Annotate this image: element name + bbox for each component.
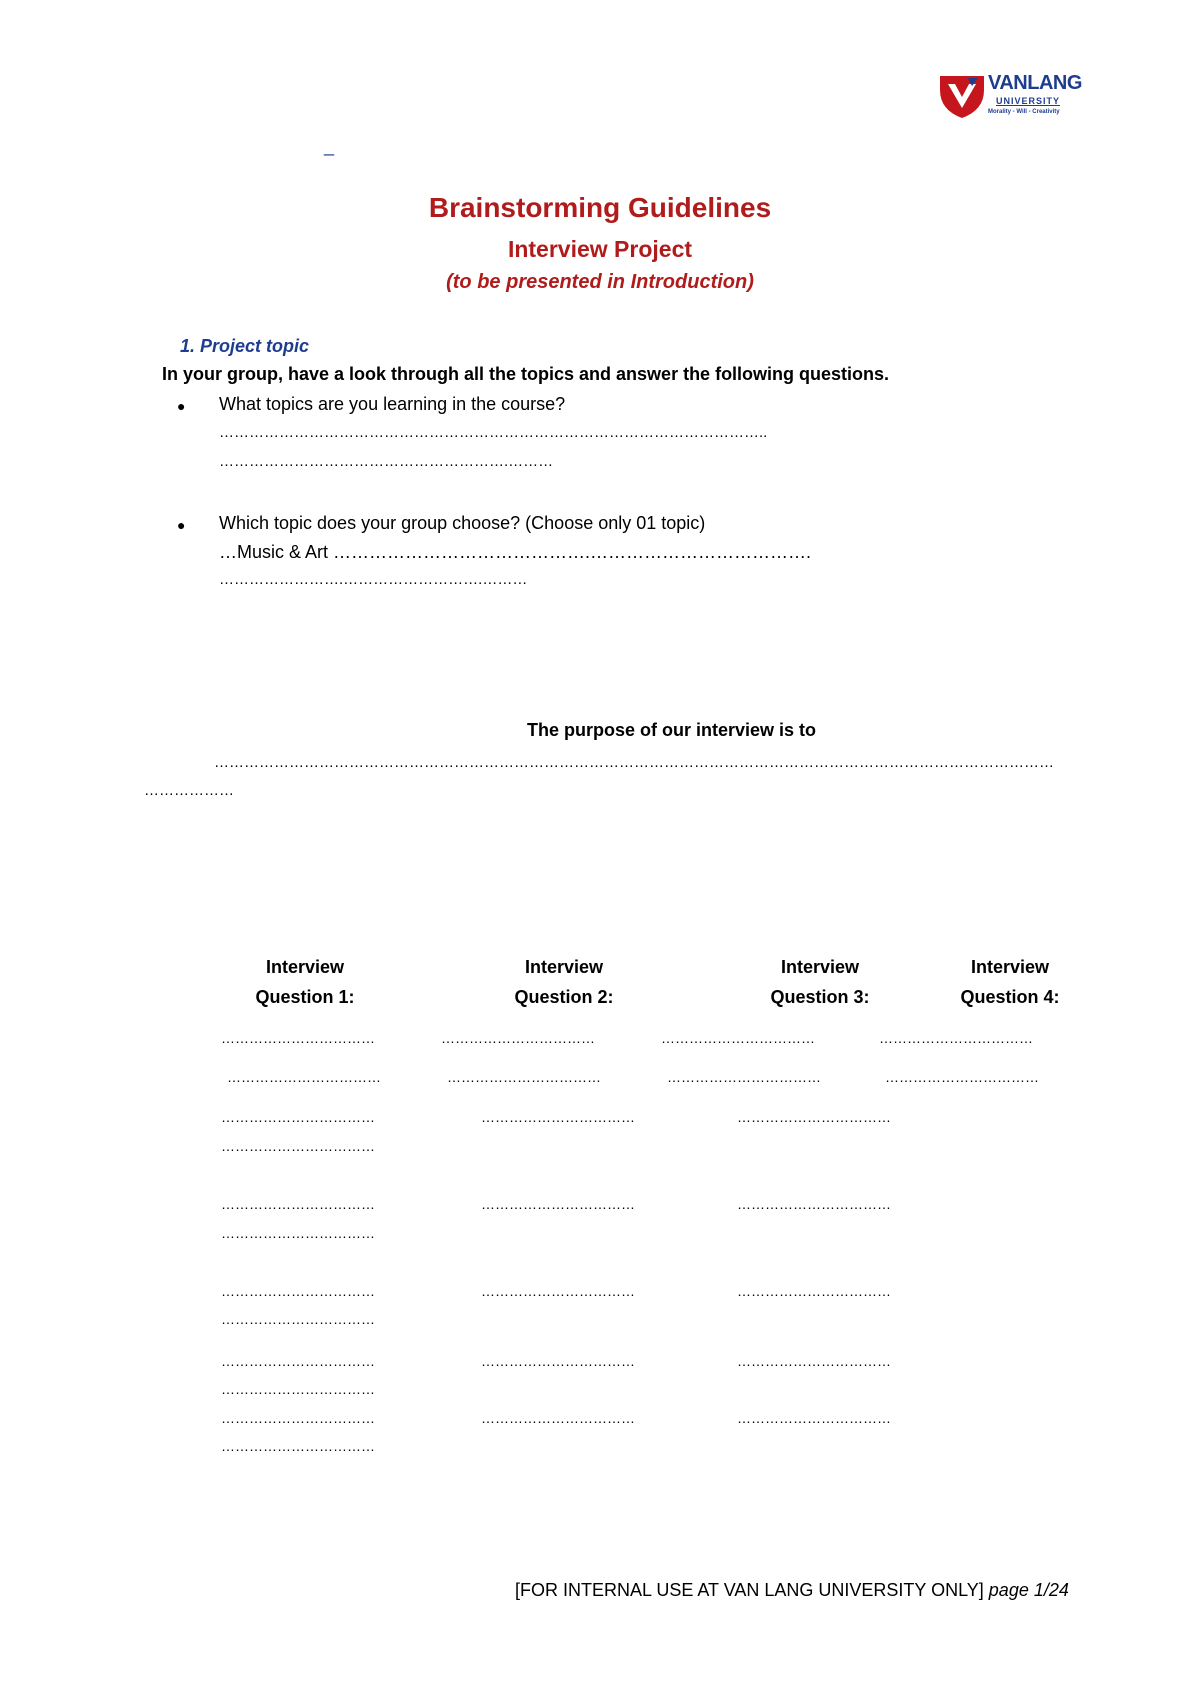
header-line: Question 2: bbox=[514, 987, 614, 1007]
instructions-text: In your group, have a look through all the topics and answer the following questions. bbox=[162, 364, 890, 384]
header-line: Interview bbox=[265, 957, 345, 977]
dash-mark: _ bbox=[324, 136, 335, 156]
document-title: Brainstorming Guidelines bbox=[428, 192, 772, 223]
answer-dots[interactable]: …………………………… bbox=[879, 1030, 1033, 1046]
answer-dots[interactable]: …………………………… bbox=[221, 1410, 375, 1426]
answer-dots[interactable]: …………………………… bbox=[481, 1283, 635, 1299]
purpose-label: The purpose of our interview is to bbox=[527, 720, 817, 740]
answer-dots[interactable]: …………………………… bbox=[227, 1069, 381, 1085]
header-line: Interview bbox=[780, 957, 860, 977]
answer-dots[interactable]: …………………………… bbox=[221, 1225, 375, 1241]
question-2-text: Which topic does your group choose? (Choose only 01 topic) bbox=[219, 513, 706, 533]
answer-dots[interactable]: …………………………… bbox=[221, 1109, 375, 1125]
answer-dots[interactable]: …………………………… bbox=[221, 1438, 375, 1454]
answer-line[interactable]: ………………………………………………….……… bbox=[219, 453, 554, 470]
logo-sub: UNIVERSITY bbox=[996, 96, 1061, 106]
answer-dots[interactable]: …………………………… bbox=[661, 1030, 815, 1046]
answer-dots[interactable]: …………………………… bbox=[447, 1069, 601, 1085]
answer-dots[interactable]: …………………………… bbox=[441, 1030, 595, 1046]
header-line: Question 1: bbox=[255, 987, 355, 1007]
bullet-icon: ● bbox=[177, 517, 186, 533]
document-note: (to be presented in Introduction) bbox=[446, 271, 754, 293]
question-1-text: What topics are you learning in the course? bbox=[219, 394, 566, 414]
header-line: Question 3: bbox=[770, 987, 870, 1007]
page-footer bbox=[515, 1580, 1069, 1601]
answer-dots[interactable]: …………………………… bbox=[481, 1109, 635, 1125]
page-number: page 1/24 bbox=[988, 1580, 1069, 1600]
shield-logo-icon bbox=[938, 72, 986, 120]
interview-question-header bbox=[494, 952, 634, 1012]
logo-motto: Morality - Will - Creativity bbox=[988, 109, 1060, 115]
answer-dots[interactable]: …………………………… bbox=[885, 1069, 1039, 1085]
answer-dots[interactable]: …………………………… bbox=[737, 1353, 891, 1369]
answer-dots[interactable]: …………………………… bbox=[737, 1410, 891, 1426]
answer-dots[interactable]: …………………………… bbox=[221, 1311, 375, 1327]
answer-dots[interactable]: …………………………… bbox=[221, 1381, 375, 1397]
header-line: Interview bbox=[524, 957, 604, 977]
answer-dots[interactable]: …………………………… bbox=[221, 1138, 375, 1154]
answer-line[interactable]: …………………….……………………….……… bbox=[219, 571, 528, 588]
header-line: Question 4: bbox=[960, 987, 1060, 1007]
answer-dots[interactable]: …………………………… bbox=[221, 1353, 375, 1369]
logo-brand: VANLANG bbox=[988, 72, 1082, 94]
university-logo bbox=[938, 72, 1098, 122]
header-line: Interview bbox=[970, 957, 1050, 977]
answer-dots[interactable]: …………………………… bbox=[481, 1410, 635, 1426]
answer-dots[interactable]: …………………………… bbox=[221, 1283, 375, 1299]
answer-dots[interactable]: …………………………… bbox=[737, 1109, 891, 1125]
document-subtitle: Interview Project bbox=[507, 236, 693, 262]
answer-dots[interactable]: …………………………… bbox=[221, 1196, 375, 1212]
answer-dots[interactable]: …………………………… bbox=[667, 1069, 821, 1085]
footer-text: [FOR INTERNAL USE AT VAN LANG UNIVERSITY ONLY] bbox=[515, 1580, 984, 1600]
answer-dots[interactable]: …………………………… bbox=[221, 1030, 375, 1046]
answer-dots[interactable]: …………………………… bbox=[481, 1196, 635, 1212]
bullet-icon: ● bbox=[177, 398, 186, 414]
purpose-answer-line[interactable]: …………………………………………………………………………………………………………………………………………………… bbox=[214, 754, 1054, 771]
interview-question-header bbox=[750, 952, 890, 1012]
interview-question-header bbox=[235, 952, 375, 1012]
answer-dots[interactable]: …………………………… bbox=[737, 1283, 891, 1299]
answer-dots[interactable]: …………………………… bbox=[737, 1196, 891, 1212]
answer-dots[interactable]: …………………………… bbox=[481, 1353, 635, 1369]
interview-question-header bbox=[940, 952, 1080, 1012]
purpose-answer-line[interactable]: ……………… bbox=[144, 782, 234, 799]
section-heading: 1. Project topic bbox=[180, 336, 310, 356]
answer-line[interactable]: ……………………………………………………………………………………………….. bbox=[219, 424, 768, 441]
topic-answer[interactable]: …Music & Art …………………………………….………………………………. bbox=[219, 542, 812, 562]
